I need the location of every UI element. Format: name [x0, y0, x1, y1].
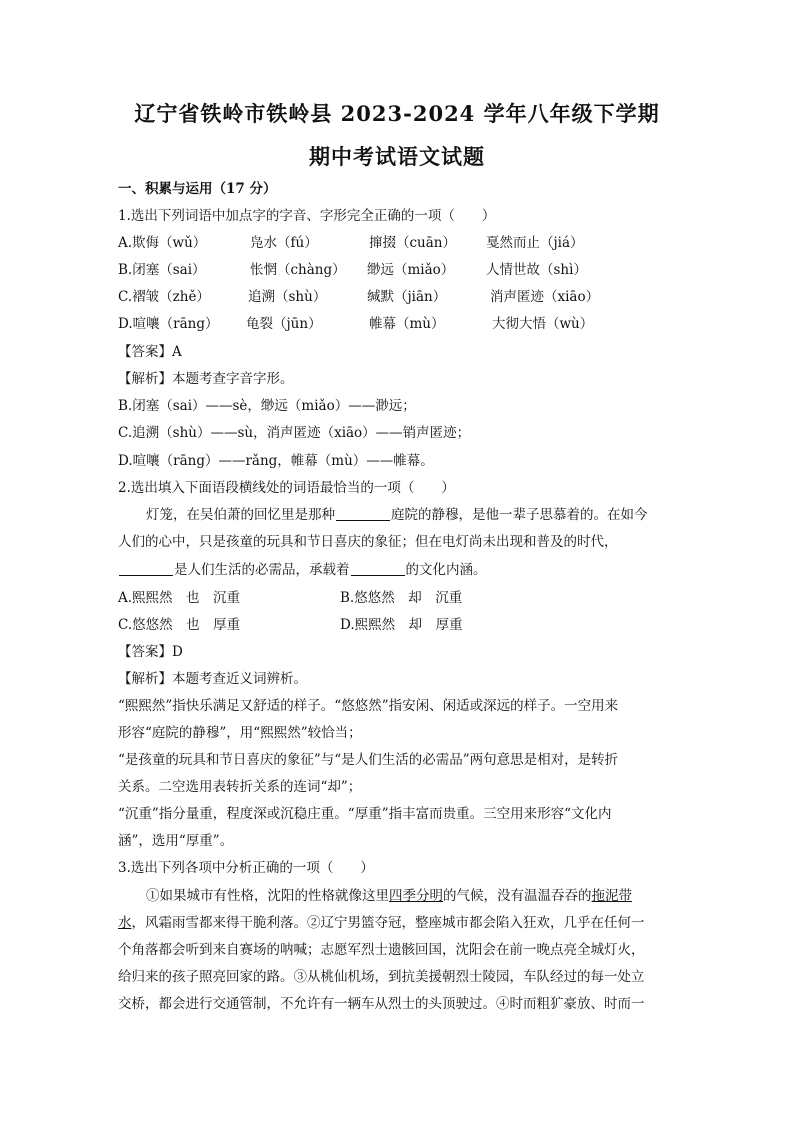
- q2-option-b: B.悠悠然 却 沉重: [340, 590, 463, 606]
- underlined-phrase: 拖泥带: [591, 888, 632, 904]
- q2-passage-line3: 是人们生活的必需品，承载着 的文化内涵。: [118, 561, 487, 579]
- q1-analysis: 【解析】本题考查字音字形。: [118, 371, 294, 387]
- q3-passage-line4: 给归来的孩子照亮回家的路。③从桃仙机场，到抗美援朝烈士陵园，车队经过的每一处立: [118, 969, 645, 985]
- q2-answer: 【答案】D: [118, 644, 183, 660]
- q2-option-a: A.熙熙然 也 沉重: [118, 590, 241, 606]
- fill-blank-1: [336, 506, 390, 521]
- q3-passage-line5: 交桥，都会进行交通管制，不允许有一辆车从烈士的头顶驶过。④时而粗犷豪放、时而一: [118, 996, 645, 1012]
- document-page: 辽宁省铁岭市铁岭县 2023-2024 学年八年级下学期 期中考试语文试题 一、积累与运用（17 分） 1.选出下列词语中加点字的字音、字形完全正确的一项（ ） A.欺侮（wǔ） 凫水（fú） 撺掇（cuān） 戛然而止（jiá） B.闭塞（sai） 怅惘（chàng） 缈远（miǎo） 人情世故（shì） C.褶皱（zhě） 追溯（shù） 缄默（jiān） 消声匿迹（xiāo） D.喧嚷（rāng） 龟裂（jūn） 帷幕（mù） 大彻大悟（wù） 【答案】A 【解析】本题考查字音字形。 B.闭塞（sai）——sè，缈远（miǎo）——渺远； C.追溯（shù）——sù，消声匿迹（xiāo）——销声匿迹； D.喧嚷（rāng）——rǎng，帷幕（mù）——帷幕。 2.选出填入下面语段横线处的词语最恰当的一项（ ） 灯笼，在吴伯萧的回忆里是那种 庭院的静穆，是他一辈子思慕着的。在如今 人们的心中，只是孩童的玩具和节日喜庆的象征；但在电灯尚未出现和普及的时代， 是人们生活的必需品，承载着 的文化内涵。 A.熙熙然 也 沉重 B.悠悠然 却 沉重 C.悠悠然 也 厚重 D.熙熙然 却 厚重 【答案】D 【解析】本题考查近义词辨析。 “熙熙然”指快乐满足又舒适的样子。“悠悠然”指安闲、闲适或深远的样子。一空用来 形容“庭院的静穆”，用“熙熙然”较恰当； “是孩童的玩具和节日喜庆的象征”与“是人们生活的必需品”两句意思是相对，是转折 关系。二空选用表转折关系的连词“却”； “沉重”指分量重，程度深或沉稳庄重。“厚重”指丰富而贵重。三空用来形容“文化内 涵”，选用“厚重”。 3.选出下列各项中分析正确的一项（ ） ①如果城市有性格，沈阳的性格就像这里四季分明的气候，没有温温吞吞的拖泥带 水，风霜雨雪都来得干脆利落。②辽宁男篮夺冠，整座城市都会陷入狂欢，几乎在任何一 个角落都会听到来自赛场的呐喊；志愿军烈士遗骸回国，沈阳会在前一晚点亮全城灯火， 给归来的孩子照亮回家的路。③从桃仙机场，到抗美援朝烈士陵园，车队经过的每一处立 交桥，都会进行交通管制，不允许有一辆车从烈士的头顶驶过。④时而粗犷豪放、时而一: [0, 0, 794, 1123]
- q2-option-c: C.悠悠然 也 厚重: [118, 617, 241, 633]
- fill-blank-3: [351, 561, 405, 576]
- q2-explain-line5: “沉重”指分量重，程度深或沉稳庄重。“厚重”指丰富而贵重。三空用来形容“文化内: [118, 806, 612, 822]
- q2-stem: 2.选出填入下面语段横线处的词语最恰当的一项（ ）: [118, 480, 455, 496]
- q2-passage-line1: 灯笼，在吴伯萧的回忆里是那种 庭院的静穆，是他一辈子思慕着的。在如今: [146, 507, 648, 523]
- q3-stem: 3.选出下列各项中分析正确的一项（ ）: [118, 860, 374, 876]
- q3-passage-line3: 个角落都会听到来自赛场的呐喊；志愿军烈士遗骸回国，沈阳会在前一晚点亮全城灯火，: [118, 942, 645, 958]
- fill-blank-2: [119, 561, 173, 576]
- q2-explain-line3: “是孩童的玩具和节日喜庆的象征”与“是人们生活的必需品”两句意思是相对，是转折: [118, 752, 619, 768]
- q1-note-b: B.闭塞（sai）——sè，缈远（miǎo）——渺远；: [118, 398, 416, 414]
- q1-stem: 1.选出下列词语中加点字的字音、字形完全正确的一项（ ）: [118, 208, 496, 224]
- document-title-line1: 辽宁省铁岭市铁岭县 2023-2024 学年八年级下学期: [134, 101, 660, 126]
- q1-note-c: C.追溯（shù）——sù，消声匿迹（xiāo）——销声匿迹；: [118, 425, 471, 441]
- q2-option-d: D.熙熙然 却 厚重: [340, 617, 463, 633]
- q2-explain-line6: 涵”，选用“厚重”。: [118, 833, 234, 849]
- q2-explain-line1: “熙熙然”指快乐满足又舒适的样子。“悠悠然”指安闲、闲适或深远的样子。一空用来: [118, 698, 619, 714]
- q1-answer: 【答案】A: [118, 344, 182, 360]
- underlined-phrase: 水: [118, 915, 132, 931]
- q2-passage-line2: 人们的心中，只是孩童的玩具和节日喜庆的象征；但在电灯尚未出现和普及的时代，: [118, 534, 618, 550]
- section-heading: 一、积累与运用（17 分）: [118, 181, 277, 197]
- q2-explain-line4: 关系。二空选用表转折关系的连词“却”；: [118, 779, 362, 795]
- document-title-line2: 期中考试语文试题: [309, 144, 485, 169]
- q2-explain-line2: 形容“庭院的静穆”，用“熙熙然”较恰当；: [118, 725, 362, 741]
- q3-passage-line2: 水，风霜雨雪都来得干脆利落。②辽宁男篮夺冠，整座城市都会陷入狂欢，几乎在任何一: [118, 915, 645, 931]
- q2-analysis: 【解析】本题考查近义词辨析。: [118, 671, 307, 687]
- q1-note-d: D.喧嚷（rāng）——rǎng，帷幕（mù）——帷幕。: [118, 453, 434, 469]
- underlined-phrase: 四季分明: [389, 888, 443, 904]
- q3-passage-line1: ①如果城市有性格，沈阳的性格就像这里四季分明的气候，没有温温吞吞的拖泥带: [146, 888, 632, 904]
